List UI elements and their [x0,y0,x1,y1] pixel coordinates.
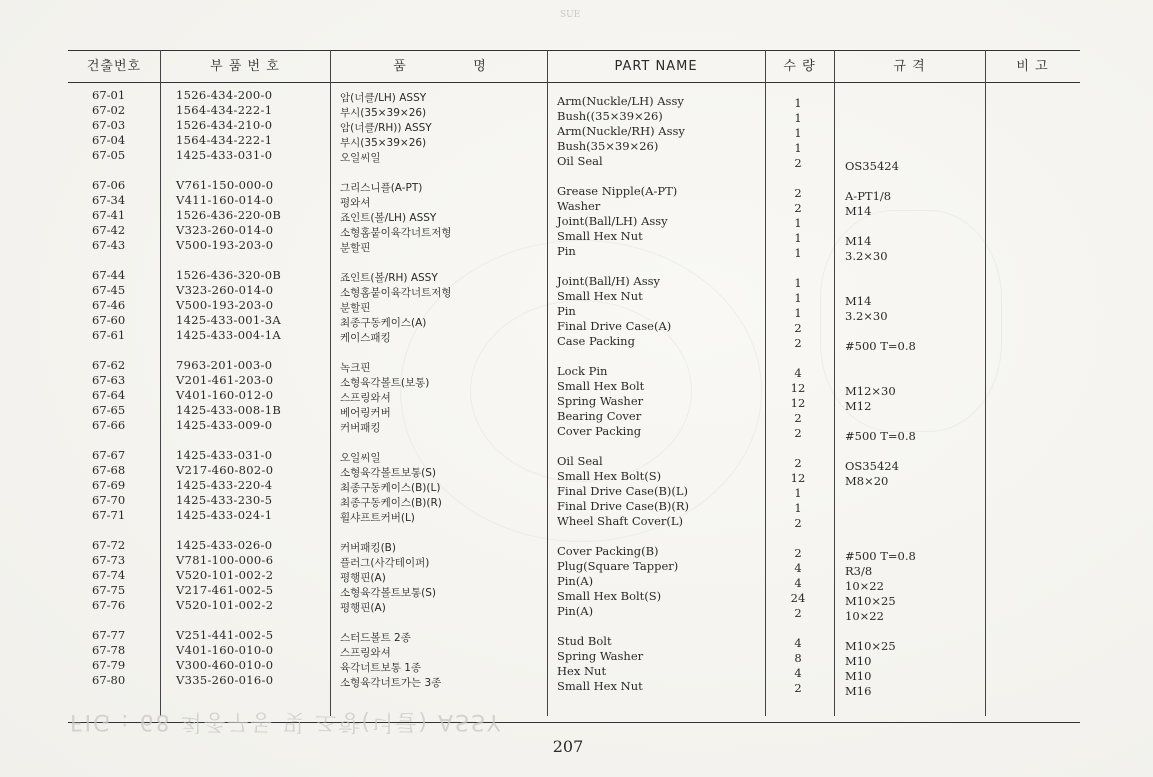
spec-cell: #500 T=0.8 [845,429,916,443]
spec-cell: M14 [845,294,872,308]
qty-cell: 2 [794,186,802,200]
qty-cell: 2 [794,516,802,530]
building-no-cell: 67-75 [92,583,126,597]
korean-name-cell: 휠샤프트커버(L) [340,512,415,524]
qty-cell: 12 [790,381,806,395]
part-no-cell: 1564-434-222-1 [176,133,273,147]
korean-name-cell: 부시(35×39×26) [340,137,427,149]
korean-name-cell: 평행핀(A) [340,602,386,614]
building-no-cell: 67-02 [92,103,126,117]
building-no-cell: 67-42 [92,223,126,237]
building-no-cell: 67-78 [92,643,126,657]
qty-cell: 1 [794,486,802,500]
spec-cell: M12 [845,399,872,413]
qty-cell: 2 [794,456,802,470]
header-part-name: PART NAME [614,59,698,74]
qty-cell: 2 [794,336,802,350]
korean-name-cell: 최종구동케이스(A) [340,317,427,329]
building-no-cell: 67-60 [92,313,126,327]
building-no-cell: 67-06 [92,178,126,192]
spec-cell: M14 [845,204,872,218]
korean-name-cell: 케이스패킹 [340,332,391,344]
part-name-cell: Small Hex Nut [557,229,643,243]
building-no-cell: 67-71 [92,508,126,522]
korean-name-cell: 분할핀 [340,242,371,254]
spec-cell: #500 T=0.8 [845,339,916,353]
building-no-cell: 67-74 [92,568,126,582]
column-divider [834,50,835,716]
figure-caption-bleedthrough: FIG : 68 최종구동 및 조향(너클) ASSY [70,709,503,734]
part-no-cell: 1526-434-210-0 [176,118,273,132]
part-name-cell: Bush(35×39×26) [557,139,659,153]
korean-name-cell: 베어링커버 [340,407,391,419]
qty-cell: 2 [794,546,802,560]
qty-cell: 8 [794,651,802,665]
part-name-cell: Final Drive Case(B)(L) [557,484,689,498]
korean-name-cell: 죠인트(볼/RH) ASSY [340,272,438,284]
spec-cell: M12×30 [845,384,896,398]
qty-cell: 1 [794,291,802,305]
qty-cell: 1 [794,231,802,245]
korean-name-cell: 소형육각너트가는 3종 [340,677,442,689]
part-no-cell: V500-193-203-0 [176,238,274,252]
part-name-cell: Cover Packing(B) [557,544,659,558]
part-name-cell: Pin [557,304,576,318]
spec-cell: 3.2×30 [845,309,888,323]
qty-cell: 1 [794,126,802,140]
building-no-cell: 67-61 [92,328,126,342]
korean-name-cell: 소형육각볼트보통(S) [340,467,437,479]
qty-cell: 2 [794,681,802,695]
spec-cell: M8×20 [845,474,889,488]
qty-cell: 1 [794,246,802,260]
header-building-no: 건출번호 [86,59,142,74]
part-no-cell: 1425-433-009-0 [176,418,273,432]
qty-cell: 4 [794,576,802,590]
building-no-cell: 67-01 [92,88,126,102]
part-no-cell: 1564-434-222-1 [176,103,273,117]
building-no-cell: 67-03 [92,118,126,132]
part-name-cell: Joint(Ball/LH) Assy [557,214,668,228]
korean-name-cell: 죠인트(볼/LH) ASSY [340,212,437,224]
part-name-cell: Pin(A) [557,604,594,618]
part-name-cell: Spring Washer [557,649,644,663]
part-name-cell: Stud Bolt [557,634,612,648]
column-divider [985,50,986,716]
korean-name-cell: 오일씨일 [340,452,381,464]
qty-cell: 1 [794,111,802,125]
korean-name-cell: 플러그(사각테이퍼) [340,557,430,569]
spec-cell: A-PT1/8 [845,189,892,203]
korean-name-cell: 녹크핀 [340,362,371,374]
korean-name-cell: 평와셔 [340,197,371,209]
part-no-cell: V401-160-010-0 [176,643,274,657]
part-no-cell: 1425-433-031-0 [176,148,273,162]
column-divider [160,50,161,716]
part-no-cell: 1425-433-001-3A [176,313,281,327]
building-no-cell: 67-63 [92,373,126,387]
building-no-cell: 67-70 [92,493,126,507]
part-no-cell: V323-260-014-0 [176,283,274,297]
part-name-cell: Washer [557,199,601,213]
part-name-cell: Arm(Nuckle/RH) Assy [557,124,685,138]
building-no-cell: 67-77 [92,628,126,642]
part-no-cell: 7963-201-003-0 [176,358,273,372]
building-no-cell: 67-72 [92,538,126,552]
part-name-cell: Plug(Square Tapper) [557,559,679,573]
building-no-cell: 67-64 [92,388,126,402]
part-name-cell: Arm(Nuckle/LH) Assy [557,94,684,108]
header-bottom-rule [68,82,1080,83]
part-name-cell: Bush((35×39×26) [557,109,663,123]
part-no-cell: V217-460-802-0 [176,463,274,477]
spec-cell: M10 [845,669,872,683]
building-no-cell: 67-62 [92,358,126,372]
part-no-cell: V520-101-002-2 [176,598,274,612]
spec-cell: #500 T=0.8 [845,549,916,563]
qty-cell: 24 [790,591,806,605]
top-mark: SUE [560,10,581,20]
qty-cell: 4 [794,366,802,380]
part-no-cell: 1425-433-024-1 [176,508,273,522]
qty-cell: 2 [794,156,802,170]
spec-cell: M16 [845,684,872,698]
part-no-cell: V335-260-016-0 [176,673,274,687]
part-name-cell: Grease Nipple(A-PT) [557,184,678,198]
spec-cell: OS35424 [845,159,899,173]
korean-name-cell: 최종구동케이스(B)(L) [340,482,441,494]
qty-cell: 1 [794,501,802,515]
qty-cell: 2 [794,426,802,440]
korean-name-cell: 분할핀 [340,302,371,314]
spec-cell: 3.2×30 [845,249,888,263]
building-no-cell: 67-41 [92,208,126,222]
korean-name-cell: 소형홈붙이육각너트저형 [340,287,452,299]
korean-name-cell: 스프링와셔 [340,647,391,659]
column-divider [330,50,331,716]
qty-cell: 4 [794,636,802,650]
part-name-cell: Spring Washer [557,394,644,408]
building-no-cell: 67-69 [92,478,126,492]
part-no-cell: V761-150-000-0 [176,178,274,192]
korean-name-cell: 암(너클/LH) ASSY [340,92,427,104]
korean-name-cell: 암(너클/RH)) ASSY [340,122,432,134]
part-name-cell: Joint(Ball/H) Assy [557,274,661,288]
part-no-cell: V251-441-002-5 [176,628,274,642]
part-no-cell: 1526-436-320-0B [176,268,282,282]
part-no-cell: 1425-433-220-4 [176,478,273,492]
qty-cell: 2 [794,411,802,425]
part-no-cell: V500-193-203-0 [176,298,274,312]
part-name-cell: Wheel Shaft Cover(L) [557,514,683,528]
qty-cell: 4 [794,666,802,680]
part-name-cell: Small Hex Bolt(S) [557,589,662,603]
part-name-cell: Pin(A) [557,574,594,588]
building-no-cell: 67-34 [92,193,126,207]
part-no-cell: V201-461-203-0 [176,373,274,387]
part-name-cell: Case Packing [557,334,635,348]
spec-cell: M10 [845,654,872,668]
column-divider [765,50,766,716]
building-no-cell: 67-44 [92,268,126,282]
spec-cell: R3/8 [845,564,873,578]
part-name-cell: Small Hex Nut [557,679,643,693]
part-no-cell: V300-460-010-0 [176,658,274,672]
part-name-cell: Bearing Cover [557,409,642,423]
qty-cell: 1 [794,306,802,320]
building-no-cell: 67-46 [92,298,126,312]
spec-cell: OS35424 [845,459,899,473]
part-name-cell: Pin [557,244,576,258]
part-no-cell: V401-160-012-0 [176,388,274,402]
column-divider [547,50,548,716]
qty-cell: 4 [794,561,802,575]
header-part-no: 부 품 번 호 [210,59,280,74]
header-name-kr-2: 명 [473,59,487,74]
part-name-cell: Oil Seal [557,154,603,168]
korean-name-cell: 부시(35×39×26) [340,107,427,119]
building-no-cell: 67-79 [92,658,126,672]
part-no-cell: 1425-433-031-0 [176,448,273,462]
qty-cell: 1 [794,96,802,110]
qty-cell: 1 [794,216,802,230]
spec-cell: 10×22 [845,609,884,623]
spec-cell: M10×25 [845,639,896,653]
korean-name-cell: 최종구동케이스(B)(R) [340,497,442,509]
korean-name-cell: 평행핀(A) [340,572,386,584]
part-no-cell: V781-100-000-6 [176,553,274,567]
building-no-cell: 67-43 [92,238,126,252]
korean-name-cell: 육각너트보통 1종 [340,662,422,674]
building-no-cell: 67-65 [92,403,126,417]
header-qty: 수 량 [783,59,816,74]
korean-name-cell: 소형육각볼트(보통) [340,377,430,389]
part-no-cell: 1526-436-220-0B [176,208,282,222]
qty-cell: 12 [790,471,806,485]
korean-name-cell: 커버패킹(B) [340,542,396,554]
part-name-cell: Lock Pin [557,364,608,378]
korean-name-cell: 소형홈붙이육각너트저형 [340,227,452,239]
part-name-cell: Final Drive Case(A) [557,319,672,333]
building-no-cell: 67-76 [92,598,126,612]
qty-cell: 1 [794,141,802,155]
part-name-cell: Small Hex Nut [557,289,643,303]
building-no-cell: 67-68 [92,463,126,477]
part-no-cell: V323-260-014-0 [176,223,274,237]
part-no-cell: 1425-433-008-1B [176,403,282,417]
part-name-cell: Oil Seal [557,454,603,468]
building-no-cell: 67-80 [92,673,126,687]
building-no-cell: 67-05 [92,148,126,162]
building-no-cell: 67-45 [92,283,126,297]
korean-name-cell: 그리스니플(A-PT) [340,182,423,194]
part-name-cell: Final Drive Case(B)(R) [557,499,690,513]
part-name-cell: Hex Nut [557,664,607,678]
page-number: 207 [552,737,584,756]
qty-cell: 2 [794,606,802,620]
part-name-cell: Cover Packing [557,424,642,438]
building-no-cell: 67-04 [92,133,126,147]
korean-name-cell: 스터드볼트 2종 [340,632,411,644]
spec-cell: 10×22 [845,579,884,593]
header-remark: 비 고 [1016,59,1049,74]
header-name-kr-1: 품 [393,59,407,74]
building-no-cell: 67-67 [92,448,126,462]
part-no-cell: V217-461-002-5 [176,583,274,597]
part-no-cell: V520-101-002-2 [176,568,274,582]
part-name-cell: Small Hex Bolt(S) [557,469,662,483]
building-no-cell: 67-66 [92,418,126,432]
korean-name-cell: 스프링와셔 [340,392,391,404]
qty-cell: 2 [794,201,802,215]
part-no-cell: 1425-433-026-0 [176,538,273,552]
spec-cell: M14 [845,234,872,248]
header-spec: 규 격 [893,59,926,74]
qty-cell: 1 [794,276,802,290]
korean-name-cell: 커버패킹 [340,422,381,434]
part-no-cell: 1425-433-230-5 [176,493,273,507]
part-no-cell: 1526-434-200-0 [176,88,273,102]
table-top-rule [68,50,1080,51]
part-no-cell: V411-160-014-0 [176,193,274,207]
qty-cell: 2 [794,321,802,335]
part-name-cell: Small Hex Bolt [557,379,645,393]
building-no-cell: 67-73 [92,553,126,567]
part-no-cell: 1425-433-004-1A [176,328,281,342]
spec-cell: M10×25 [845,594,896,608]
qty-cell: 12 [790,396,806,410]
korean-name-cell: 오일씨일 [340,152,381,164]
korean-name-cell: 소형육각볼트보통(S) [340,587,437,599]
